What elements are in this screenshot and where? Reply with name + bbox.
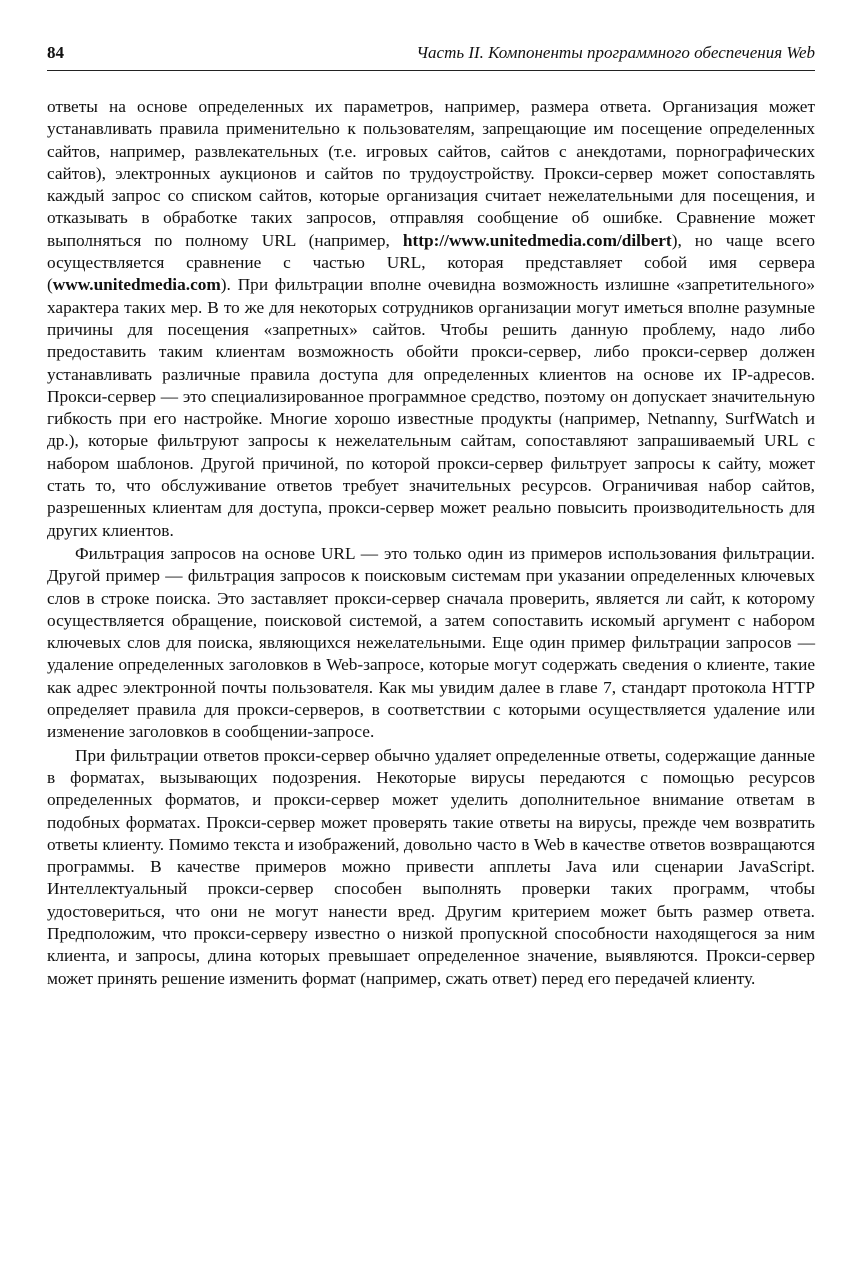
paragraph-3: При фильтрации ответов прокси-сервер обычно удаляет определенные ответы, содержащие данные в форматах, вызывающих подозрения. Некоторые вирусы передаются с помощью ресурсов определенных форматов, и прокси-сервер может уделить дополнительное внимание ответам в подобных форматах. Прокси-сервер может проверять такие ответы на вирусы, прежде чем возвратить ответы клиенту. Помимо текста и изображений, довольно часто в Web в качестве ответов возвращаются программы. В качестве примеров можно привести апплеты Java или сценарии JavaScript. Интеллектуальный прокси-сервер способен выполнять проверки таких программ, чтобы удостовериться, что они не могут нанести вред. Другим критерием может быть размер ответа. Предположим, что прокси-серверу известно о низкой пропускной способности находящегося за ним клиента, и запросы, длина которых превышает определенное значение, выявляются. Прокси-сервер может принять решение изменить формат (например, сжать ответ) перед его передачей клиенту. (47, 745, 815, 988)
paragraph-1-text-b: ), но чаще всего осуществляется сравнение с частью URL, которая представляет собой имя сервера ( (47, 230, 815, 295)
body-text (47, 96, 815, 990)
paragraph-2: Фильтрация запросов на основе URL — это только один из примеров использования фильтрации. Другой пример — фильтрация запросов к поисковым системам при указании определенных ключевых слов в строке поиска. Это заставляет прокси-сервер сначала проверить, является ли сайт, к которому осуществляется обращение, поисковой системой, а затем сопоставить искомый аргумент с набором ключевых слов для поиска, являющихся нежелательными. Еще один пример фильтрации запросов — удаление определенных заголовков в Web-запросе, которые могут содержать сведения о клиенте, такие как адрес электронной почты пользователя. Как мы увидим далее в главе 7, стандарт протокола HTTP определяет правила для прокси-серверов, в соответствии с которыми осуществляется удаление или изменение заголовков в сообщении-запросе. (47, 543, 815, 742)
paragraph-1-text-c: ). При фильтрации вполне очевидна возможность излишне «запретительного» характера таких мер. В то же для некоторых сотрудников организации могут иметься вполне разумные причины для посещения «запретных» сайтов. Чтобы решить данную проблему, надо либо предоставить таким клиентам возможность обойти прокси-сервер, либо прокси-сервер должен устанавливать различные правила доступа для определенных клиентов на основе их IP-адресов. Прокси-сервер — это специализированное программное средство, поэтому он допускает значительную гибкость при его настройке. Многие хорошо известные продукты (например, Netnanny, SurfWatch и др.), которые фильтруют запросы к нежелательным сайтам, сопоставляют запрашиваемый URL с набором шаблонов. Другой причиной, по которой прокси-сервер фильтрует запросы к сайту, может стать то, что обслуживание ответов требует значительных ресурсов. Ограничивая набор сайтов, разрешенных клиентам для доступа, прокси-сервер может реально повысить производительность для других клиентов. (47, 275, 815, 540)
paragraph-1 (47, 96, 815, 542)
header-rule (47, 70, 815, 71)
chapter-title: Часть II. Компоненты программного обеспечения Web (416, 43, 815, 62)
paragraph-1-text-a: ответы на основе определенных их параметров, например, размера ответа. Организация может устанавливать правила применительно к пользователям, запрещающие им посещение определенных сайтов, например, развлекательных (т.е. игровых сайтов, сайтов с анекдотами, порнографических сайтов), электронных аукционов и сайтов по трудоустройству. Прокси-сервер может сопоставлять каждый запрос со списком сайтов, которые организация считает нежелательными для посещения, и отказывать в обработке таких запросов, отправляя сообщение об ошибке. Сравнение может выполняться по полному URL (например, (47, 97, 815, 250)
url-unitedmedia: www.unitedmedia.com (52, 275, 221, 295)
running-head (47, 42, 815, 64)
page-number: 84 (47, 43, 64, 62)
url-dilbert: http://www.unitedmedia.com/dilbert (402, 230, 672, 250)
